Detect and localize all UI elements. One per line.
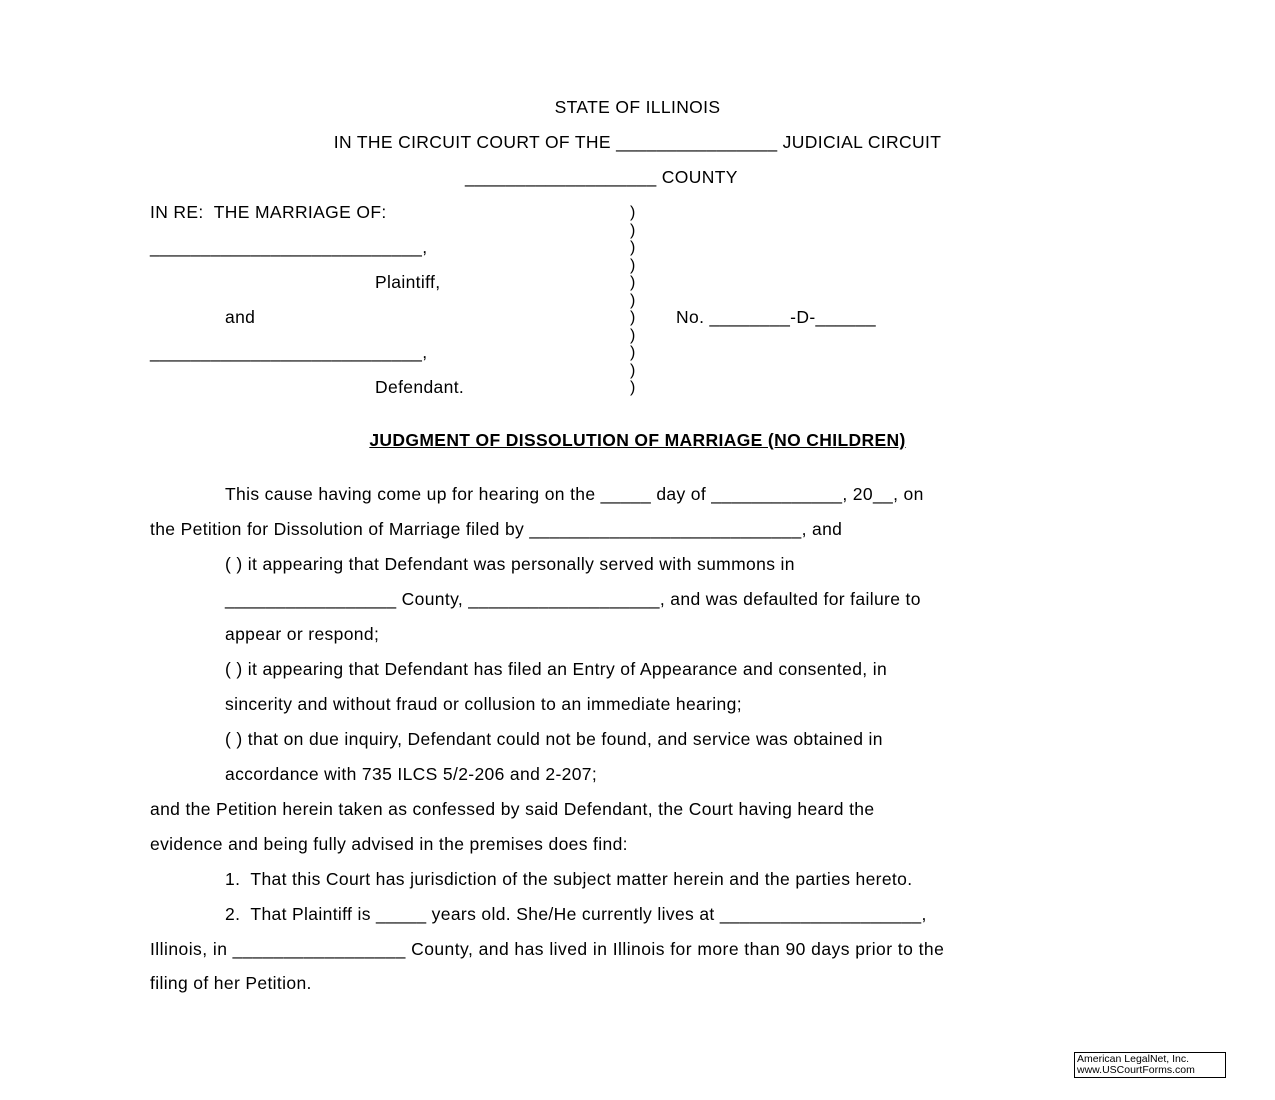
body-line: accordance with 735 ILCS 5/2-206 and 2-207; [225,764,598,784]
paren: ) [630,291,636,309]
document-title: JUDGMENT OF DISSOLUTION OF MARRIAGE (NO CHILDREN) [369,430,906,450]
logo-line-1: American LegalNet, Inc. [1077,1053,1190,1065]
paren: ) [630,309,636,326]
body-line: Illinois, in _________________ County, and has lived in Illinois for more than 90 days prior to the [150,939,945,959]
county-heading: ___________________ COUNTY [465,167,738,187]
state-heading: STATE OF ILLINOIS [554,97,721,117]
paren: ) [630,221,636,239]
body-line: sincerity and without fraud or collusion to an immediate hearing; [225,694,742,714]
paren: ) [630,256,636,274]
paren: ) [630,204,636,221]
plaintiff-name-blank: ___________________________, [150,237,428,257]
finding-1: 1. That this Court has jurisdiction of the subject matter herein and the parties hereto. [225,869,913,889]
body-line: This cause having come up for hearing on the _____ day of _____________, 20__, on [225,484,924,504]
option-entry-of-appearance: ( ) it appearing that Defendant has filed an Entry of Appearance and consented, in [225,659,888,679]
paren: ) [630,361,636,379]
body-line: filing of her Petition. [150,973,312,993]
option-not-found: ( ) that on due inquiry, Defendant could not be found, and service was obtained in [225,729,883,749]
paren: ) [630,379,636,396]
body-line: the Petition for Dissolution of Marriage filed by ___________________________, and [150,519,843,539]
paren: ) [630,326,636,344]
body-line: evidence and being fully advised in the premises does find: [150,834,628,854]
body-line: and the Petition herein taken as confessed by said Defendant, the Court having heard the [150,799,875,819]
body-line: _________________ County, ___________________, and was defaulted for failure to [225,589,921,609]
in-re-label: IN RE: THE MARRIAGE OF: [150,202,387,222]
plaintiff-label: Plaintiff, [375,272,441,292]
defendant-name-blank: ___________________________, [150,342,428,362]
defendant-label: Defendant. [375,377,465,397]
paren: ) [630,274,636,291]
court-heading: IN THE CIRCUIT COURT OF THE ________________ JUDICIAL CIRCUIT [333,132,942,152]
american-legalnet-logo [1074,1052,1226,1078]
logo-line-2: www.USCourtForms.com [1077,1064,1195,1076]
paren: ) [630,344,636,361]
body-line: appear or respond; [225,624,380,644]
paren: ) [630,239,636,256]
finding-2: 2. That Plaintiff is _____ years old. She/He currently lives at ____________________, [225,904,927,924]
case-number: No. ________-D-______ [676,307,876,327]
option-personally-served: ( ) it appearing that Defendant was personally served with summons in [225,554,795,574]
and-label: and [225,307,256,327]
